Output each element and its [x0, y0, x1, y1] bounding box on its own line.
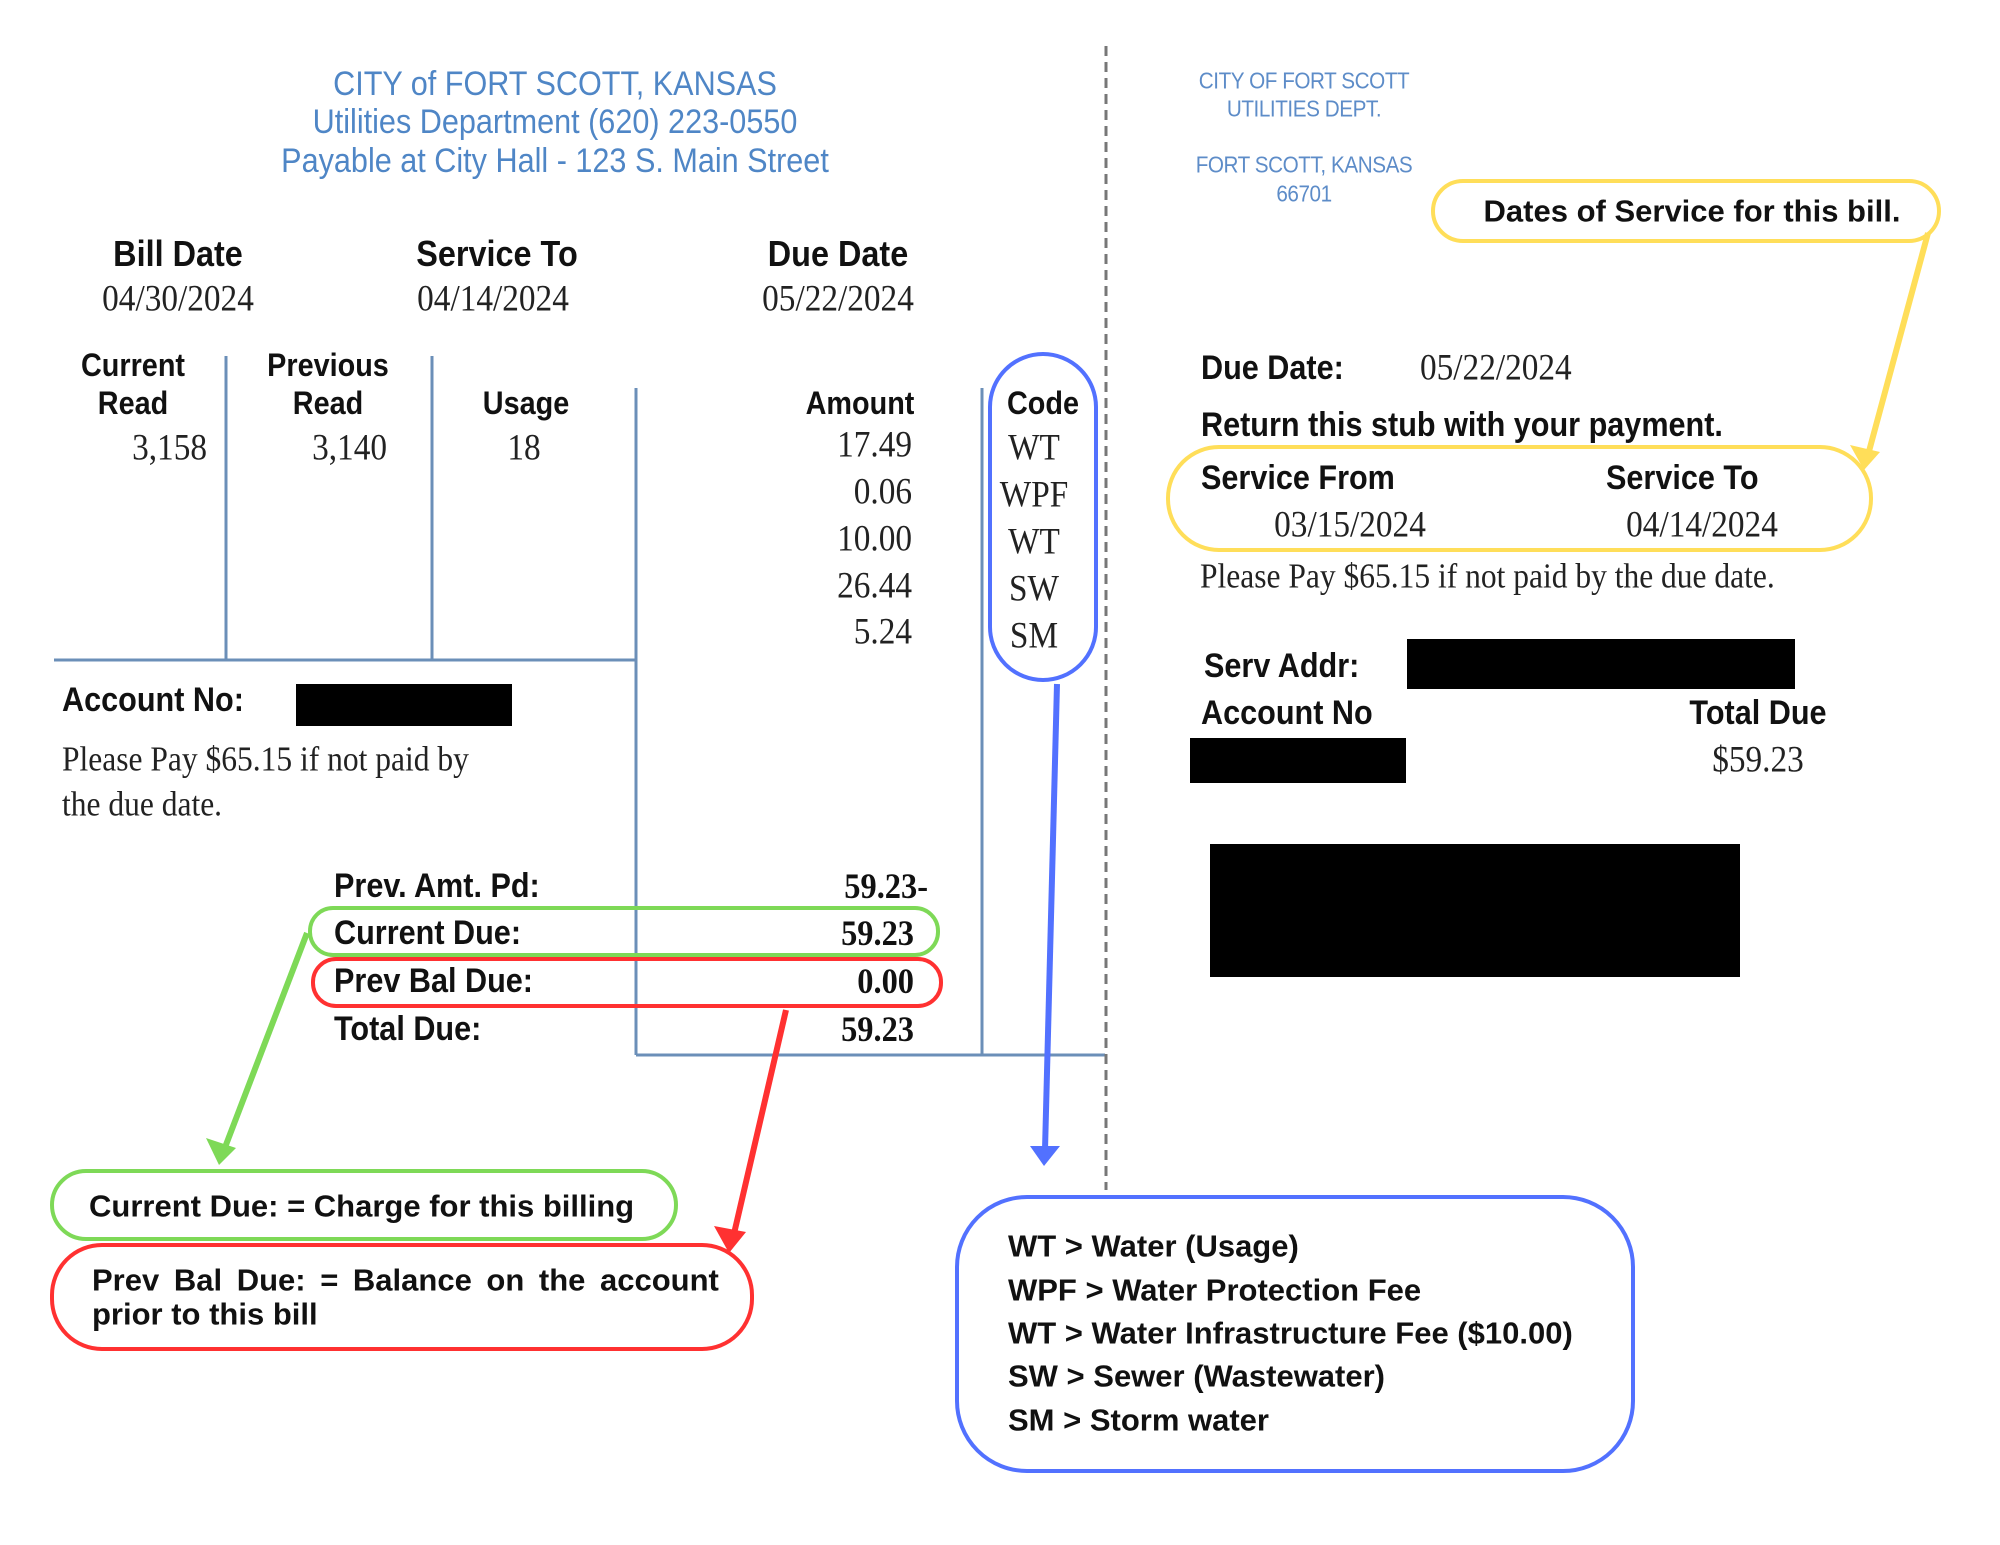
- return-stub-note: Return this stub with your payment.: [1201, 406, 1723, 444]
- code-legend-item: WT > Water Infrastructure Fee ($10.00): [1008, 1315, 1573, 1351]
- stub-service-to-value: 04/14/2024: [1626, 504, 1778, 546]
- prev-amt-pd-value: 59.23-: [844, 866, 928, 906]
- redacted-account-number: [296, 684, 512, 726]
- current-due-value: 59.23: [841, 913, 914, 953]
- stub-due-date-value: 05/22/2024: [1420, 347, 1572, 389]
- previous-read-header-2: Read: [292, 385, 364, 421]
- charge-amount: 10.00: [837, 518, 912, 560]
- usage-value: 18: [507, 427, 541, 469]
- bill-header-address: Payable at City Hall - 123 S. Main Street: [281, 142, 829, 180]
- redacted-barcode-block: [1210, 844, 1740, 977]
- stub-total-due-label: Total Due: [1689, 694, 1827, 732]
- red-arrow: [714, 1010, 786, 1253]
- stub-header-location: FORT SCOTT, KANSAS: [1195, 151, 1413, 178]
- stub-total-due-value: $59.23: [1712, 739, 1804, 781]
- bill-header-city: CITY of FORT SCOTT, KANSAS: [333, 65, 777, 103]
- service-to-value: 04/14/2024: [417, 278, 569, 320]
- bill-date-label: Bill Date: [113, 233, 243, 274]
- charge-amount: 17.49: [837, 424, 912, 466]
- service-from-label: Service From: [1201, 459, 1395, 497]
- service-to-label: Service To: [416, 233, 578, 274]
- stub-late-notice: Please Pay $65.15 if not paid by the due date.: [1200, 556, 1775, 596]
- current-due-callout-text: Current Due: = Charge for this billing: [89, 1188, 635, 1224]
- account-no-label: Account No:: [62, 681, 244, 719]
- previous-read-header: Previous: [267, 347, 389, 383]
- yellow-arrow: [1850, 233, 1928, 470]
- prev-bal-callout-line-2: prior to this bill: [92, 1296, 318, 1332]
- late-notice-line-2: the due date.: [62, 784, 223, 824]
- current-due-label: Current Due:: [334, 914, 522, 952]
- stub-header-zip: 66701: [1276, 180, 1332, 207]
- due-date-label: Due Date: [767, 233, 909, 274]
- charge-code: WT: [1008, 427, 1060, 469]
- charge-amount: 5.24: [853, 611, 912, 653]
- stub-due-date-label: Due Date:: [1201, 349, 1344, 387]
- bill-header-dept: Utilities Department (620) 223-0550: [312, 103, 798, 141]
- blue-arrow: [1030, 684, 1060, 1166]
- stub-service-to-label: Service To: [1606, 459, 1759, 497]
- late-notice-line-1: Please Pay $65.15 if not paid by: [62, 739, 469, 779]
- stub-account-no-label: Account No: [1201, 694, 1373, 732]
- amount-header: Amount: [805, 385, 915, 421]
- serv-addr-label: Serv Addr:: [1204, 647, 1360, 685]
- code-legend-item: WT > Water (Usage): [1008, 1228, 1299, 1264]
- charge-code: WPF: [999, 474, 1069, 516]
- charge-amount: 26.44: [837, 565, 912, 607]
- code-legend-item: SW > Sewer (Wastewater): [1008, 1358, 1385, 1394]
- total-due-value: 59.23: [841, 1009, 914, 1049]
- green-arrow: [206, 933, 307, 1165]
- current-read-header-2: Read: [97, 385, 169, 421]
- prev-bal-callout-line-1: Prev Bal Due: = Balance on the account: [92, 1262, 719, 1298]
- stub-header-city: CITY OF FORT SCOTT: [1198, 67, 1410, 94]
- due-date-value: 05/22/2024: [762, 278, 914, 320]
- charge-amount: 0.06: [853, 471, 912, 513]
- charge-code: SW: [1009, 568, 1059, 610]
- service-from-value: 03/15/2024: [1274, 504, 1426, 546]
- prev-bal-due-value: 0.00: [857, 961, 914, 1001]
- previous-read-value: 3,140: [312, 427, 387, 469]
- redacted-service-address: [1407, 639, 1795, 689]
- stub-header-dept: UTILITIES DEPT.: [1226, 95, 1382, 122]
- code-legend-item: SM > Storm water: [1008, 1402, 1269, 1438]
- prev-amt-pd-label: Prev. Amt. Pd:: [334, 867, 540, 905]
- bill-date-value: 04/30/2024: [102, 278, 254, 320]
- current-read-value: 3,158: [132, 427, 207, 469]
- current-read-header: Current: [80, 347, 186, 383]
- dates-callout-text: Dates of Service for this bill.: [1483, 193, 1901, 229]
- code-header: Code: [1007, 385, 1079, 421]
- charge-code: SM: [1009, 615, 1059, 657]
- prev-bal-due-label: Prev Bal Due:: [334, 962, 533, 1000]
- code-legend-item: WPF > Water Protection Fee: [1008, 1272, 1422, 1308]
- redacted-stub-account-number: [1190, 738, 1406, 783]
- charge-code: WT: [1008, 521, 1060, 563]
- usage-header: Usage: [482, 385, 570, 421]
- total-due-label: Total Due:: [334, 1010, 482, 1048]
